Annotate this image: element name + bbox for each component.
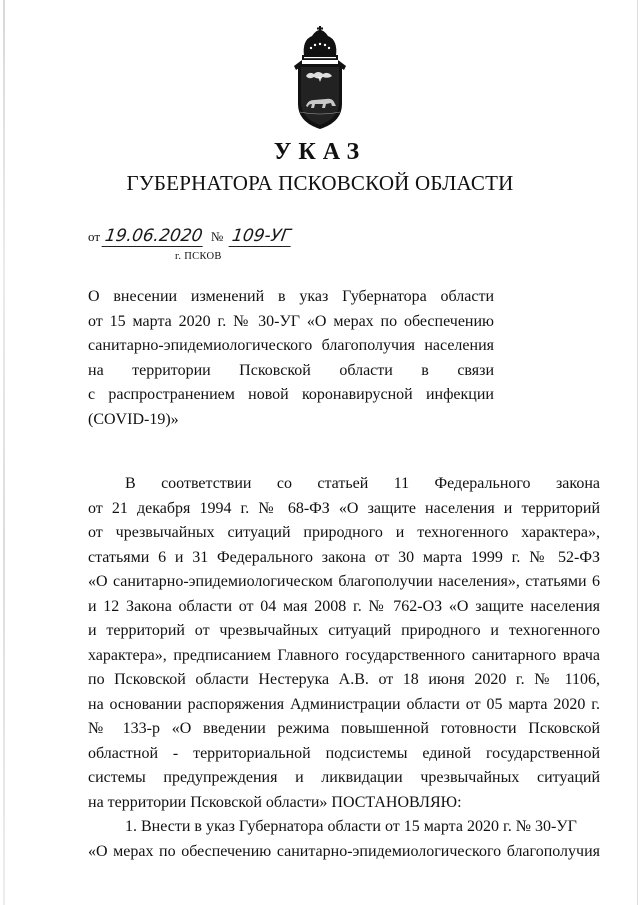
heading-line: на территории Псковской области в связи [88, 361, 494, 379]
body-line: на территории Псковской области» ПОСТАНОВЛЯЮ: [88, 793, 462, 811]
body-line: от 21 декабря 1994 г. № 68-ФЗ «О защите населения и территорий [88, 499, 600, 517]
document-title: УКАЗ [273, 139, 367, 165]
heading-line: от 15 марта 2020 г. № 30-УГ «О мерах по обеспечению [88, 312, 494, 330]
body-line: В соответствии со статьей 11 Федерального закона [125, 475, 600, 492]
heading-line: с распространением новой коронавирусной инфекции [88, 386, 494, 403]
document-heading [88, 285, 494, 432]
body-line: статьями 6 и 31 Федерального закона от 30 марта 1999 г. № 52-ФЗ [88, 548, 600, 566]
body-line: областной - территориальной подсистемы единой государственной [88, 744, 600, 762]
coat-of-arms-icon [290, 26, 350, 130]
heading-line: санитарно-эпидемиологического благополучия населения [88, 337, 494, 354]
body-line: от чрезвычайных ситуаций природного и техногенного характера», [88, 524, 600, 541]
body-line: на основании распоряжения Администрации области от 05 марта 2020 г. [88, 695, 600, 713]
body-line: по Псковской области Нестерука А.В. от 18 июня 2020 г. № 1106, [88, 671, 600, 688]
body-line: «О санитарно-эпидемиологическом благополучии населения», статьями 6 [88, 573, 600, 590]
body-line: 1. Внести в указ Губернатора области от 15 марта 2020 г. № 30-УГ [125, 818, 577, 835]
body-line: характера», предписанием Главного государственного санитарного врача [88, 646, 600, 664]
body-line: и 12 Закона области от 04 мая 2008 г. № 762-ОЗ «О защите населения [88, 597, 600, 615]
scan-edge-right [637, 0, 638, 905]
document-subtitle: ГУБЕРНАТОРА ПСКОВСКОЙ ОБЛАСТИ [126, 171, 514, 195]
city-label: г. ПСКОВ [175, 251, 222, 262]
body-line: «О мерах по обеспечению санитарно-эпидемиологического благополучия [88, 842, 600, 860]
body-line: и территорий от чрезвычайных ситуаций природного и техногенного [88, 622, 600, 639]
scan-edge-left [3, 0, 5, 905]
document-body [88, 472, 600, 864]
heading-line: О внесении изменений в указ Губернатора области [88, 288, 494, 305]
heading-line: (COVID-19)» [88, 410, 179, 428]
registration-line [88, 226, 292, 247]
body-line: № 133-р «О введении режима повышенной готовности Псковской [88, 720, 600, 737]
number-label: № [210, 229, 224, 244]
from-label: от [88, 229, 101, 244]
handwritten-number: 109-УГ [228, 226, 293, 247]
handwritten-date: 19.06.2020 [102, 226, 206, 247]
body-line: системы предупреждения и ликвидации чрезвычайных ситуаций [88, 769, 600, 786]
